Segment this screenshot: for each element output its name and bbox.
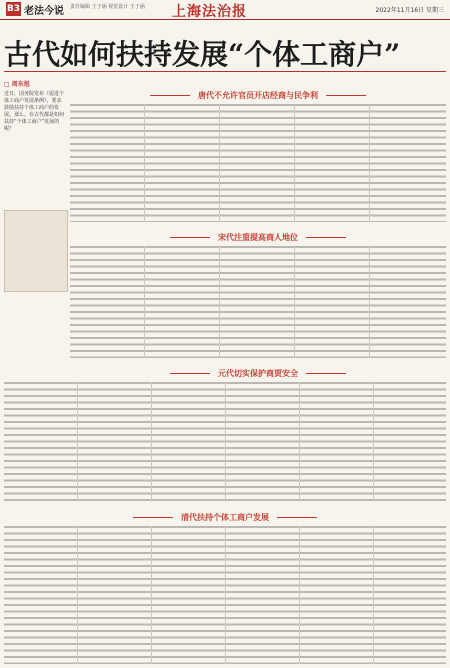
page-number: B3 [6,4,21,14]
body-text-tang [70,104,446,222]
body-text-yuan [4,382,446,502]
page-header [0,0,450,20]
article-headline: 古代如何扶持发展“个体工商户” [4,38,401,71]
decorative-image [4,210,68,292]
subhead-tang: 唐代不允许官员开店经商与民争利 [70,90,446,101]
body-text-song [70,246,446,358]
body-text-qing [4,526,446,664]
author-byline: □ 周东旭 [4,81,30,88]
intro-column [4,79,66,133]
section-title: 老法今说 [24,6,64,17]
subhead-qing: 清代扶持个体工商户发展 [4,512,446,523]
subhead-yuan: 元代切实保护商贾安全 [70,368,446,379]
masthead-logo: 上海法治报 [172,4,247,20]
article-abstract: 近日，国务院发布《促进个体工商户发展条例》，要求鼓励扶持个体工商户的发展。那么，在古代都是如何扶持“个体工商户”发展的呢？ [4,91,65,132]
editor-credit: 责任编辑 王子涵 视觉设计 王子涵 [70,4,145,10]
issue-date: 2022年11月16日 星期三 [375,7,444,14]
subhead-song: 宋代注重提高商人地位 [70,232,446,243]
